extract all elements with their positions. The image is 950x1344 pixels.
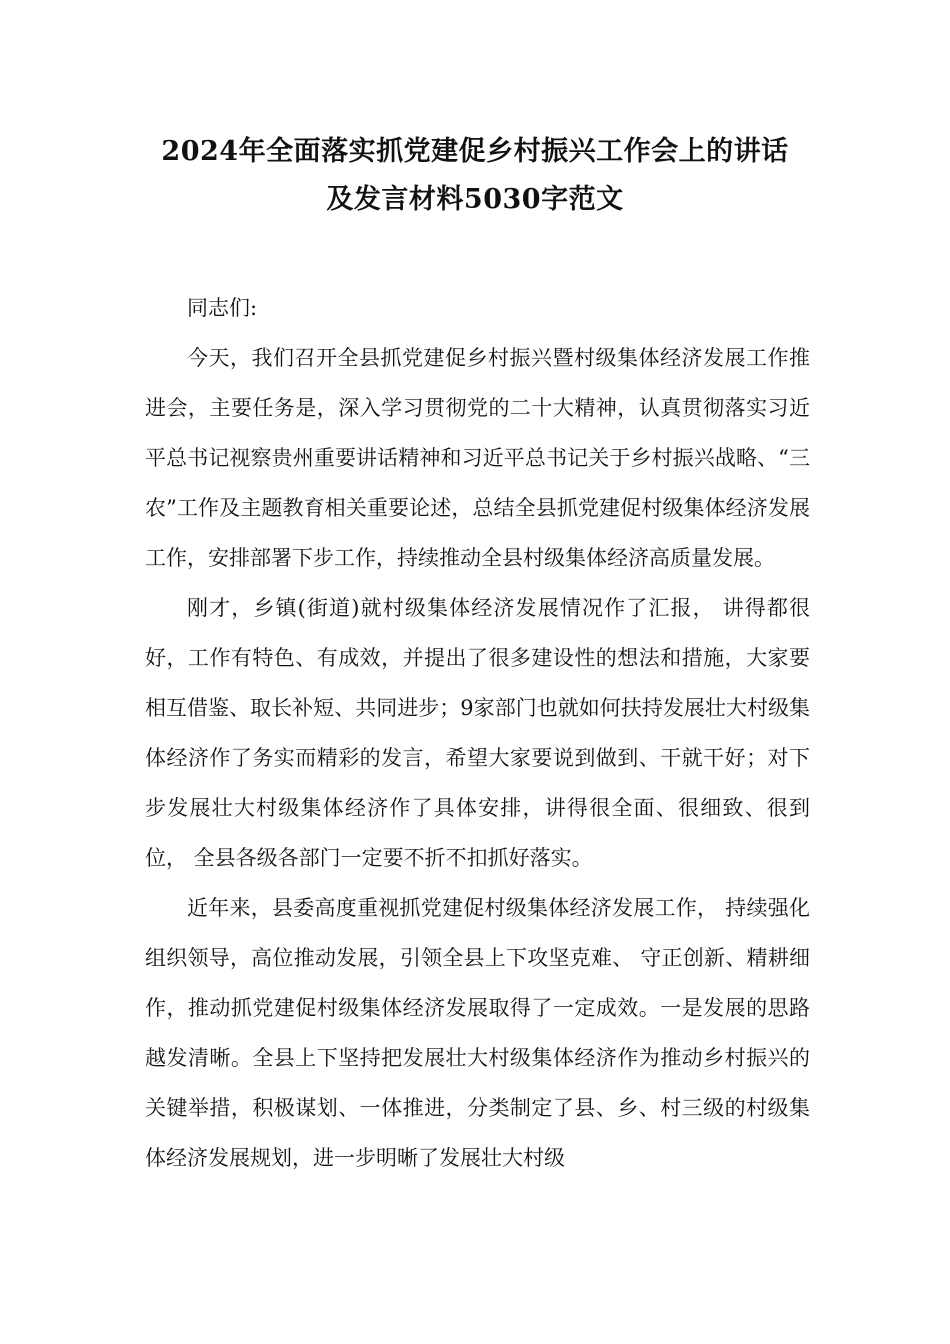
document-body <box>145 283 810 1183</box>
paragraph-3: 近年来，县委高度重视抓党建促村级集体经济发展工作， 持续强化组织领导，高位推动发展，引领全县上下攻坚克难、 守正创新、精耕细作，推动抓党建促村级集体经济发展取得了一定成效。一是发展的思路越发清晰。全县上下坚持把发展壮大村级集体经济作为推动乡村振兴的关键举措，积极谋划、一体推进，分类制定了县、乡、村三级的村级集体经济发展规划，进一步明晰了发展壮大村级 <box>145 896 810 1170</box>
paragraph-2: 刚才，乡镇(街道)就村级集体经济发展情况作了汇报， 讲得都很好，工作有特色、有成效，并提出了很多建设性的想法和措施，大家要相互借鉴、取长补短、共同进步；9家部门也就如何扶持发展壮大村级集体经济作了务实而精彩的发言，希望大家要说到做到、干就干好；对下步发展壮大村级集体经济作了具体安排，讲得很全面、很细致、很到位， 全县各级各部门一定要不折不扣抓好落实。 <box>145 596 810 870</box>
title-line-1: 2024年全面落实抓党建促乡村振兴工作会上的讲话 <box>161 136 789 167</box>
title-line-2: 及发言材料5030字范文 <box>326 184 624 215</box>
paragraph-1: 今天，我们召开全县抓党建促乡村振兴暨村级集体经济发展工作推进会，主要任务是，深入学习贯彻党的二十大精神，认真贯彻落实习近平总书记视察贵州重要讲话精神和习近平总书记关于乡村振兴战略、“三农”工作及主题教育相关重要论述，总结全县抓党建促村级集体经济发展工作，安排部署下步工作，持续推动全县村级集体经济高质量发展。 <box>145 346 810 570</box>
salutation: 同志们: <box>187 296 258 320</box>
document-title <box>110 128 840 224</box>
